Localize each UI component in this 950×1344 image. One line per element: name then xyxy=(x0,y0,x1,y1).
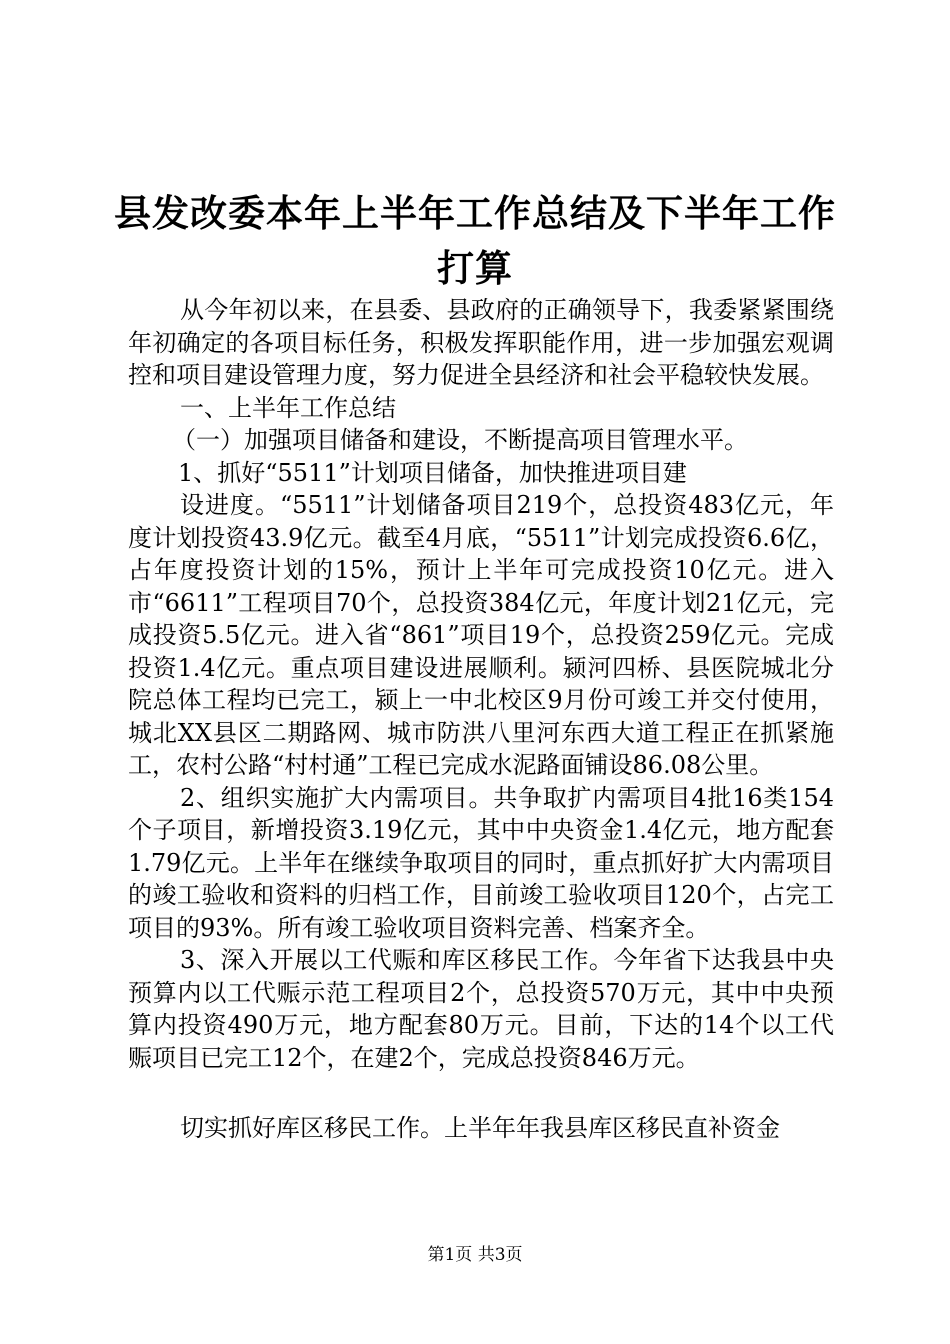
document-title: 县发改委本年上半年工作总结及下半年工作打算 xyxy=(114,191,836,290)
document-body xyxy=(128,294,834,1145)
item1-heading: 1、抓好“5511”计划项目储备，加快推进项目建 xyxy=(178,458,687,487)
paragraph-gap xyxy=(128,1074,834,1112)
section-heading: 一、上半年工作总结 xyxy=(180,393,396,422)
page-number: 第1页 共3页 xyxy=(427,1245,523,1265)
subsection-heading: （一）加强项目储备和建设，不断提高项目管理水平。 xyxy=(172,426,748,454)
item2-paragraph: 2、组织实施扩大内需项目。共争取扩内需项目4批16类154个子项目，新增投资3.19亿元，其中中央资金1.4亿元，地方配套1.79亿元。上半年在继续争取项目的同时，重点抓好扩大内需项目的竣工验收和资料的归档工作，目前竣工验收项目120个，占完工项目的93%。所有竣工验收项目资料完善、档案齐全。 xyxy=(128,783,834,942)
intro-paragraph: 从今年初以来，在县委、县政府的正确领导下，我委紧紧围绕年初确定的各项目标任务，积极发挥职能作用，进一步加强宏观调控和项目建设管理力度，努力促进全县经济和社会平稳较快发展。 xyxy=(128,296,834,389)
item3-continuation: 切实抓好库区移民工作。上半年年我县库区移民直补资金 xyxy=(180,1114,780,1142)
item1-paragraph: 设进度。“5511”计划储备项目219个，总投资483亿元，年度计划投资43.9亿元。截至4月底，“5511”计划完成投资6.6亿，占年度投资计划的15%，预计上半年可完成投资10亿元。进入市“6611”工程项目70个，总投资384亿元，年度计划21亿元，完成投资5.5亿元。进入省“861”项目19个，总投资259亿元。完成投资1.4亿元。重点项目建设进展顺利。颍河四桥、县医院城北分院总体工程均已完工，颍上一中北校区9月份可竣工并交付使用，城北XX县区二期路网、城市防洪八里河东西大道工程正在抓紧施工，农村公路“村村通”工程已完成水泥路面铺设86.08公里。 xyxy=(128,491,834,779)
item3-paragraph: 3、深入开展以工代赈和库区移民工作。今年省下达我县中央预算内以工代赈示范工程项目2个，总投资570万元，其中中央预算内投资490万元，地方配套80万元。目前，下达的14个以工代赈项目已完工12个，在建2个，完成总投资846万元。 xyxy=(128,946,834,1072)
